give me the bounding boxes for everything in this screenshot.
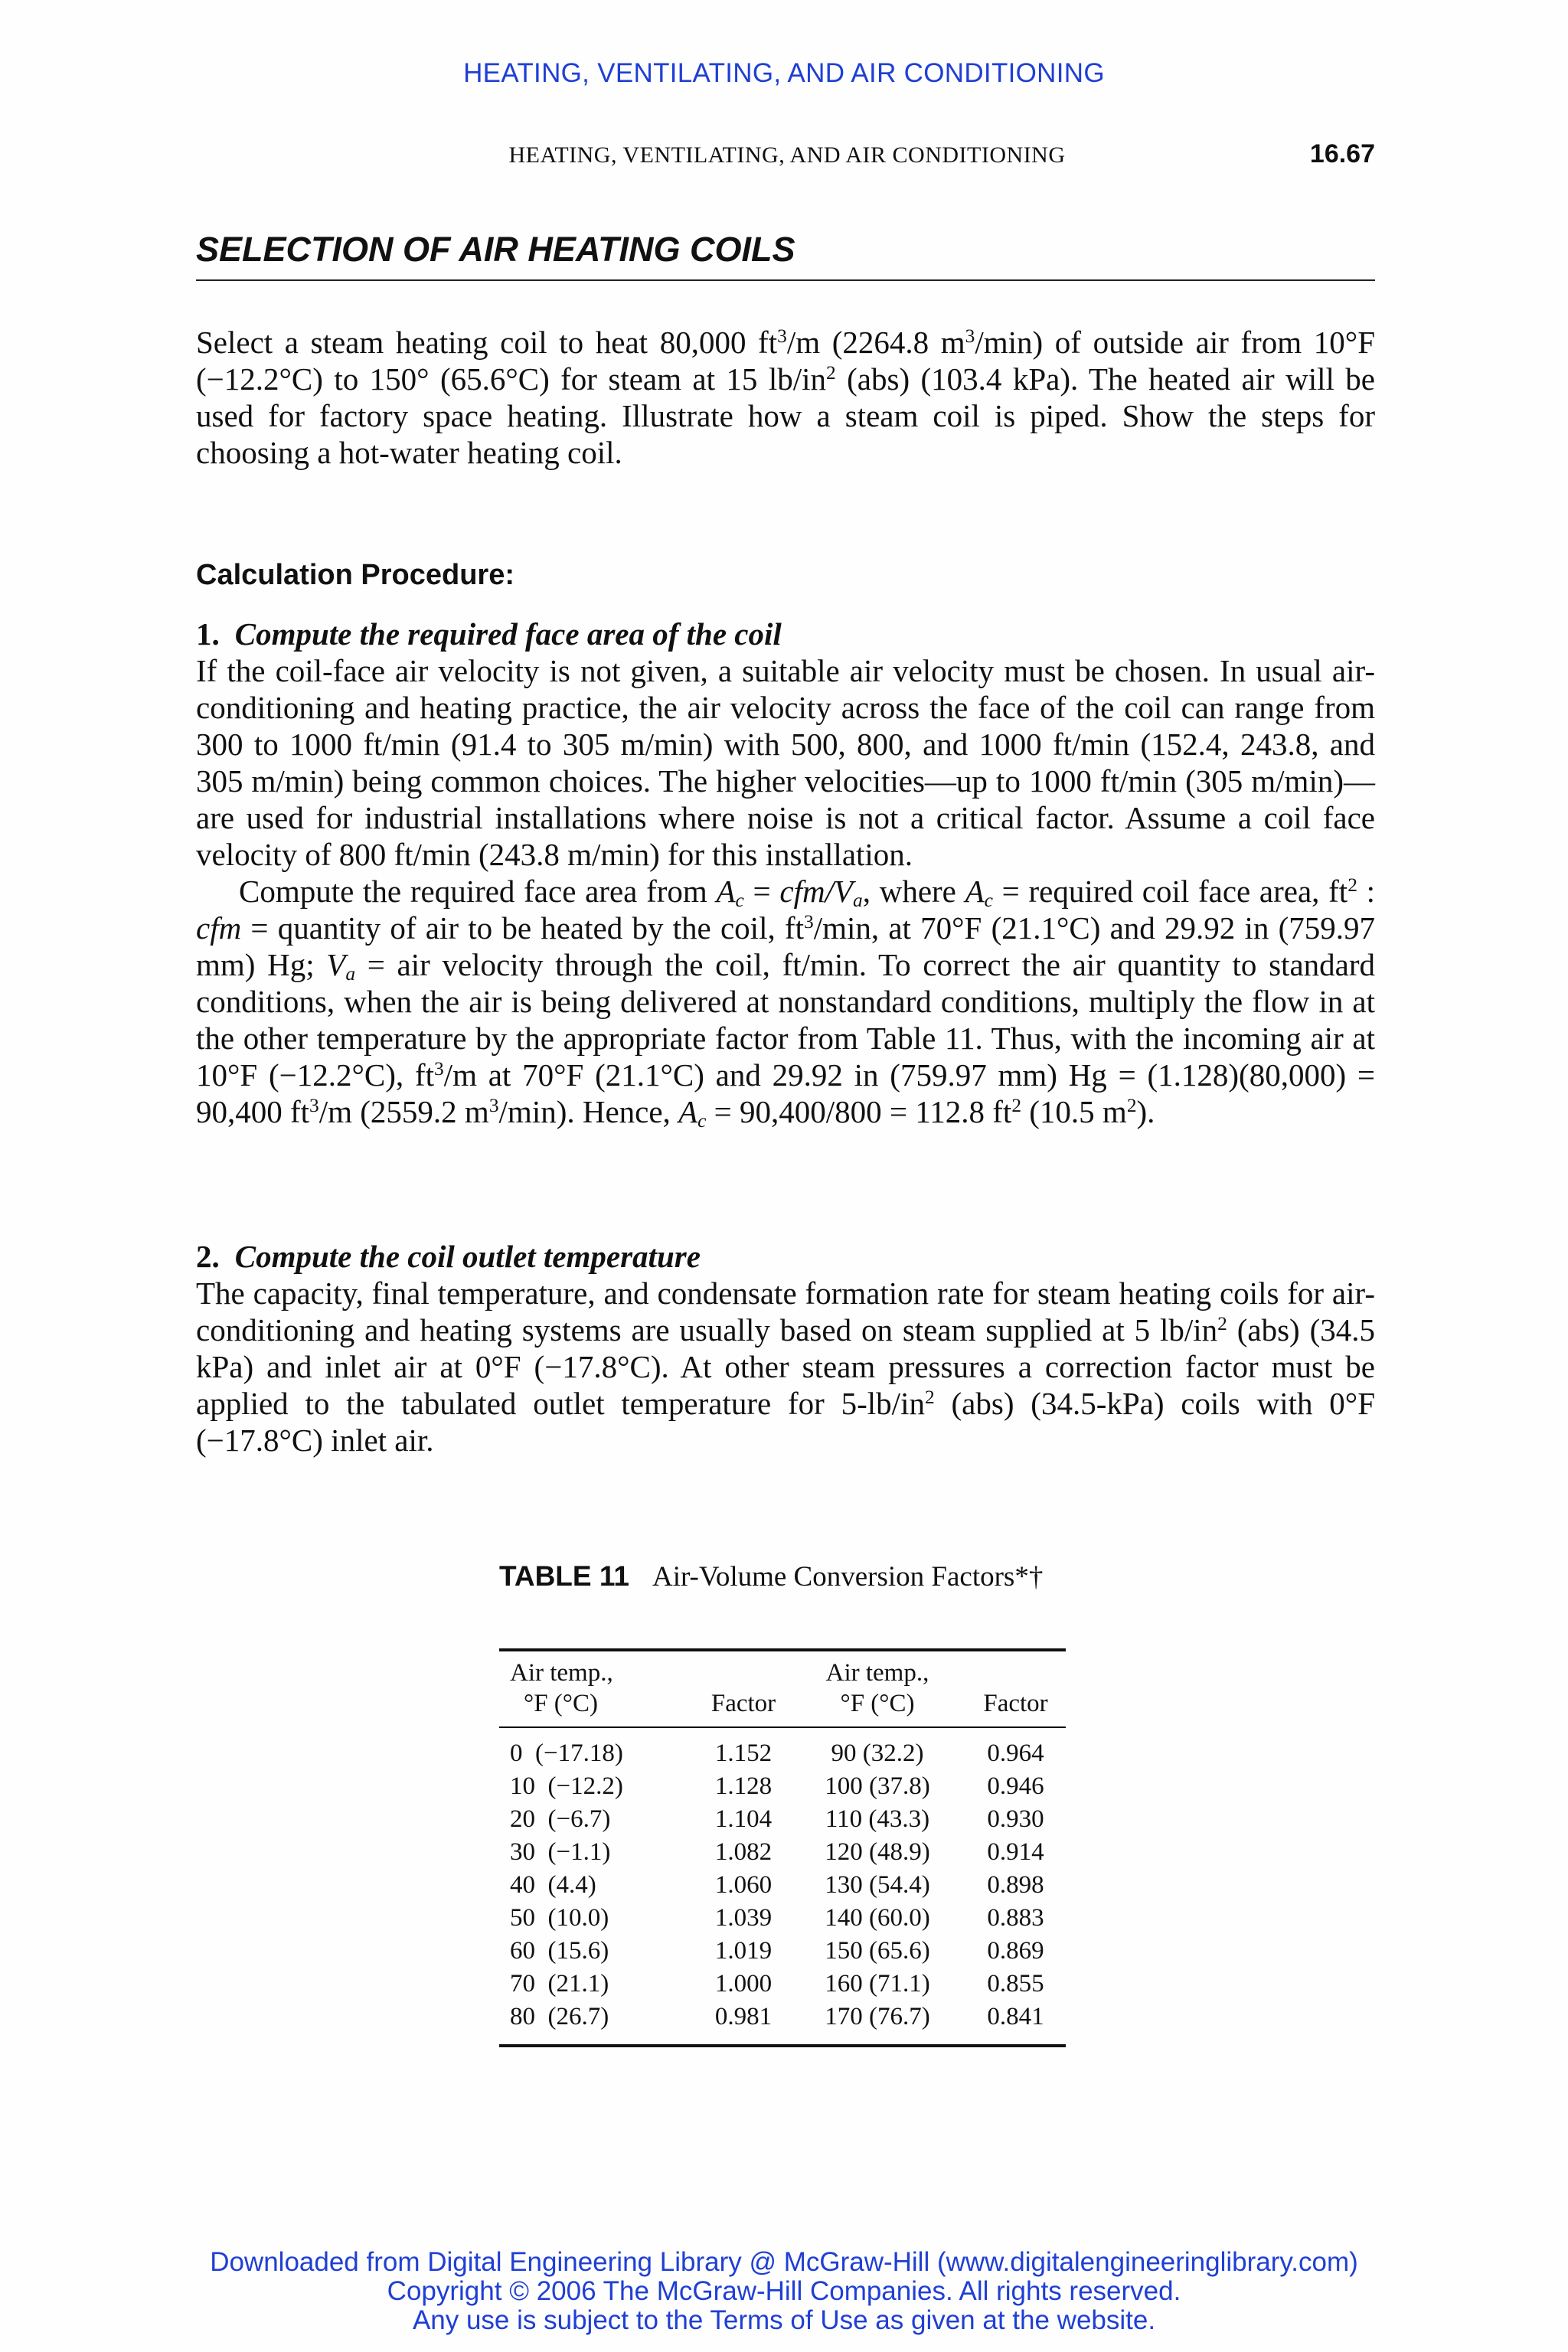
cell-factor-2: 0.898 <box>987 1871 1044 1899</box>
top-banner: HEATING, VENTILATING, AND AIR CONDITIONING <box>463 58 1105 88</box>
cell-air-temp-2: 120 (48.9) <box>825 1838 930 1866</box>
calculation-procedure-heading: Calculation Procedure: <box>196 559 514 591</box>
step-1-heading: 1. Compute the required face area of the coil <box>196 616 782 652</box>
table-row <box>499 1935 1066 1968</box>
table-row <box>499 1869 1066 1902</box>
cell-factor-2: 0.964 <box>987 1740 1044 1767</box>
step-2-paragraph: The capacity, final temperature, and condensate formation rate for steam heating coils for air-conditioning and heating systems are usually based on steam supplied at 5 $lb/in^2$ (abs) (34.5 kPa) and inlet air at 0°F (−17.8°C). At other steam pressures a correction factor must be applied to the tabulated outlet temperature for $5-lb/in^2$ (abs) (34.5-kPa) coils with 0°F (−17.8°C) inlet air. <box>196 1276 1376 1458</box>
step-1-paragraph-2: Compute the required face area from $A_c = cfm/V_a$, where $A_c$ = required coil face area, $ft^2$ : cfm = quantity of air to be heated by the coil, $ft^3/\min$, at 70°F (21.1°C) and 29.92 in (759.97 mm) Hg; $V_a$ = air velocity through the coil, ft/min. To correct the air quantity to standard conditions, when the air is being delivered at nonstandard conditions, multiply the flow in at the other temperature by the appropriate factor from Table 11. Thus, with the incoming air at 10°F (−12.2°C), $ft^3/m$ at 70°F (21.1°C) and 29.92 in (759.97 mm) Hg = (1.128)(80,000) = 90,400 $ft^3/m$ (2559.2 $m^3/\min$). Hence, $A_c = 90,400/800 = 112.8$ $ft^2$ (10.5 $m^2$). <box>196 874 1376 1132</box>
header-factor-2: Factor <box>965 1651 1066 1727</box>
step-2-heading: 2. Compute the coil outlet temperature <box>196 1239 701 1274</box>
header-air-temp-1: Air temp., °F (°C) <box>499 1651 697 1727</box>
cell-factor-1: 1.104 <box>714 1805 773 1833</box>
table-caption-text: Air-Volume Conversion Factors*† <box>652 1561 1044 1592</box>
cell-factor-2: 0.869 <box>987 1937 1044 1965</box>
header-air-temp-2: Air temp., °F (°C) <box>789 1651 965 1727</box>
cell-air-temp-2: 150 (65.6) <box>825 1937 930 1965</box>
title-rule <box>196 279 1375 281</box>
conversion-factor-table <box>499 1648 1066 2047</box>
header-factor-1: Factor <box>697 1651 789 1727</box>
cell-air-temp-2: 140 (60.0) <box>825 1904 930 1932</box>
table-body <box>499 1727 1066 2044</box>
table-row <box>499 1770 1066 1803</box>
step-2 <box>196 1238 1375 1459</box>
cell-air-temp-1: 40 (4.4) <box>510 1871 596 1899</box>
table-row <box>499 1968 1066 2001</box>
table-caption <box>499 1559 1081 1595</box>
cell-factor-2: 0.914 <box>987 1838 1044 1866</box>
cell-air-temp-2: 90 (32.2) <box>831 1740 924 1767</box>
step-1 <box>196 616 1375 1130</box>
footer-line-3: Any use is subject to the Terms of Use as given at the website. <box>412 2305 1156 2335</box>
cell-factor-2: 0.930 <box>987 1805 1044 1833</box>
page-number: 16.67 <box>1309 139 1375 168</box>
problem-statement: Select a steam heating coil to heat 80,000 $ft^3/m$ (2264.8 $m^3/\min$) of outside air from 10°F (−12.2°C) to 150° (65.6°C) for steam at 15 $lb/in^2$ (abs) (103.4 kPa). The heated air will be used for factory space heating. Illustrate how a steam coil is piped. Show the steps for choosing a hot-water heating coil. <box>196 325 1376 470</box>
section-title: SELECTION OF AIR HEATING COILS <box>196 230 795 269</box>
cell-air-temp-2: 130 (54.4) <box>825 1871 930 1899</box>
cell-air-temp-2: 110 (43.3) <box>825 1805 930 1833</box>
cell-air-temp-1: 10 (−12.2) <box>510 1772 623 1800</box>
cell-factor-1: 1.128 <box>714 1772 773 1800</box>
footer-line-2: Copyright © 2006 The McGraw-Hill Companies. All rights reserved. <box>387 2276 1181 2306</box>
cell-air-temp-2: 170 (76.7) <box>825 2003 930 2030</box>
cell-air-temp-1: 70 (21.1) <box>510 1970 609 1998</box>
cell-factor-1: 1.039 <box>714 1904 773 1932</box>
cell-factor-2: 0.883 <box>987 1904 1044 1932</box>
footer-line-1: Downloaded from Digital Engineering Library @ McGraw-Hill (www.digitalengineeringlibrary.com) <box>210 2247 1358 2277</box>
table-row <box>499 1902 1066 1935</box>
cell-factor-1: 1.060 <box>714 1871 773 1899</box>
cell-factor-1: 1.019 <box>714 1937 773 1965</box>
cell-air-temp-1: 30 (−1.1) <box>510 1838 611 1866</box>
cell-air-temp-1: 60 (15.6) <box>510 1937 609 1965</box>
cell-air-temp-1: 80 (26.7) <box>510 2003 609 2030</box>
cell-air-temp-1: 20 (−6.7) <box>510 1805 611 1833</box>
cell-factor-2: 0.855 <box>987 1970 1044 1998</box>
table-row <box>499 1836 1066 1869</box>
cell-factor-1: 1.082 <box>714 1838 773 1866</box>
table-label: TABLE 11 <box>499 1560 629 1592</box>
table-row <box>499 1727 1066 1770</box>
table-row <box>499 1803 1066 1836</box>
cell-air-temp-2: 160 (71.1) <box>825 1970 930 1998</box>
cell-air-temp-2: 100 (37.8) <box>825 1772 930 1800</box>
cell-factor-2: 0.946 <box>987 1772 1044 1800</box>
cell-factor-2: 0.841 <box>987 2003 1044 2030</box>
cell-factor-1: 1.152 <box>714 1740 773 1767</box>
table-row <box>499 2001 1066 2044</box>
cell-air-temp-1: 50 (10.0) <box>510 1904 609 1932</box>
cell-air-temp-1: 0 (−17.18) <box>510 1740 623 1767</box>
cell-factor-1: 1.000 <box>714 1970 773 1998</box>
download-footer <box>0 2248 1568 2335</box>
cell-factor-1: 0.981 <box>714 2003 773 2030</box>
step-1-paragraph-1: If the coil-face air velocity is not given, a suitable air velocity must be chosen. In usual air-conditioning and heating practice, the air velocity across the face of the coil can range from 300 to 1000 ft/min (91.4 to 305 m/min) with 500, 800, and 1000 ft/min (152.4, 243.8, and 305 m/min) being common choices. The higher velocities—up to 1000 ft/min (305 m/min)—are used for industrial installations where noise is not a critical factor. Assume a coil face velocity of 800 ft/min (243.8 m/min) for this installation. <box>196 653 1375 872</box>
running-head: HEATING, VENTILATING, AND AIR CONDITIONING <box>508 142 1066 168</box>
